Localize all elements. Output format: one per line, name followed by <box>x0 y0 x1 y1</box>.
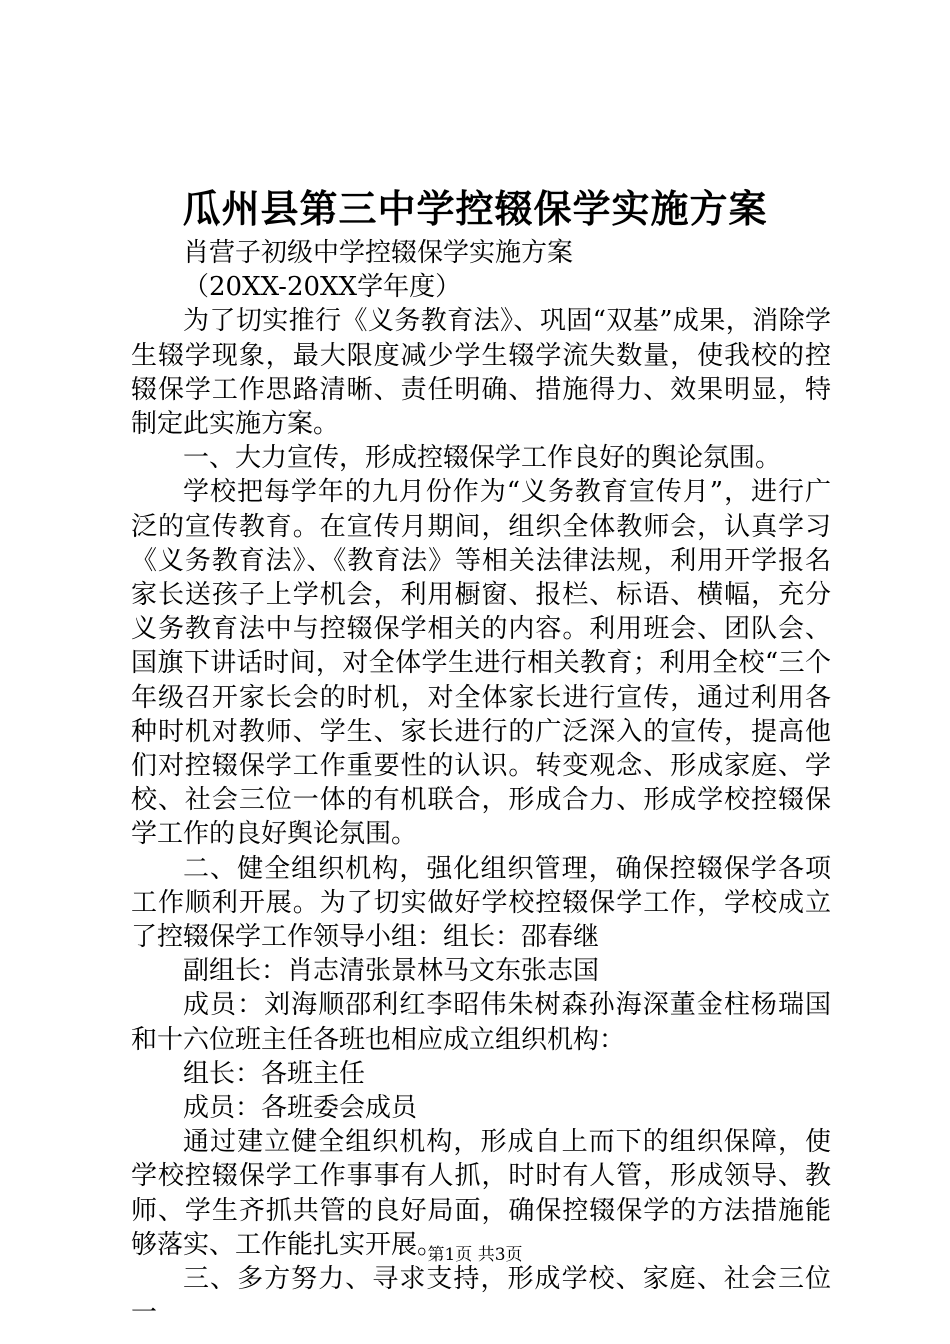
document-title: 瓜州县第三中学控辍保学实施方案 <box>182 186 768 231</box>
section-heading-3: 三、多方努力、寻求支持，形成学校、家庭、社会三位一 <box>131 1264 831 1329</box>
paragraph-intro: 为了切实推行《义务教育法》、巩固“双基”成果，消除学生辍学现象，最大限度减少学生辍学流失数量，使我校的控辍保学工作思路清晰、责任明确、措施得力、效果明显，特制定此实施方案。 <box>131 306 831 440</box>
paragraph-members: 成员：刘海顺邵利红李昭伟朱树森孙海深董金柱杨瑞国和十六位班主任各班也相应成立组织机构： <box>131 990 831 1055</box>
paragraph-class-members: 成员：各班委会成员 <box>183 1093 418 1124</box>
paragraph-subtitle: 肖营子初级中学控辍保学实施方案 <box>183 238 574 268</box>
paragraph-section-1: 学校把每学年的九月份作为“义务教育宣传月”，进行广泛的宣传教育。在宣传月期间，组织全体教师会，认真学习《义务教育法》、《教育法》等相关法律法规，利用开学报名家长送孩子上学机会，利用橱窗、报栏、标语、横幅，充分义务教育法中与控辍保学相关的内容。利用班会、团队会、国旗下讲话时间，对全体学生进行相关教育；利用全校“三个年级召开家长会的时机，对全体家长进行宣传，通过利用各种时机对教师、学生、家长进行的广泛深入的宣传，提高他们对控辍保学工作重要性的认识。转变观念、形成家庭、学校、社会三位一体的有机联合，形成合力、形成学校控辍保学工作的良好舆论氛围。 <box>131 477 831 850</box>
document-body <box>131 236 831 1331</box>
section-heading-2: 二、健全组织机构，强化组织管理，确保控辍保学各项工作顺利开展。为了切实做好学校控辍保学工作，学校成立了控辍保学工作领导小组：组长：邵春继 <box>131 853 831 953</box>
paragraph-organization-summary: 通过建立健全组织机构，形成自上而下的组织保障，使学校控辍保学工作事事有人抓，时时有人管，形成领导、教师、学生齐抓共管的良好局面，确保控辍保学的方法措施能够落实、工作能扎实开展。 <box>131 1127 831 1260</box>
paragraph-vice-leaders: 副组长：肖志清张景林马文东张志国 <box>183 956 600 987</box>
paragraph-school-year: （20XX-20XX学年度） <box>183 272 462 303</box>
paragraph-class-leader: 组长：各班主任 <box>183 1058 366 1089</box>
section-heading-1: 一、大力宣传，形成控辍保学工作良好的舆论氛围。 <box>183 443 782 474</box>
page-number: 第1页 共3页 <box>427 1245 523 1265</box>
